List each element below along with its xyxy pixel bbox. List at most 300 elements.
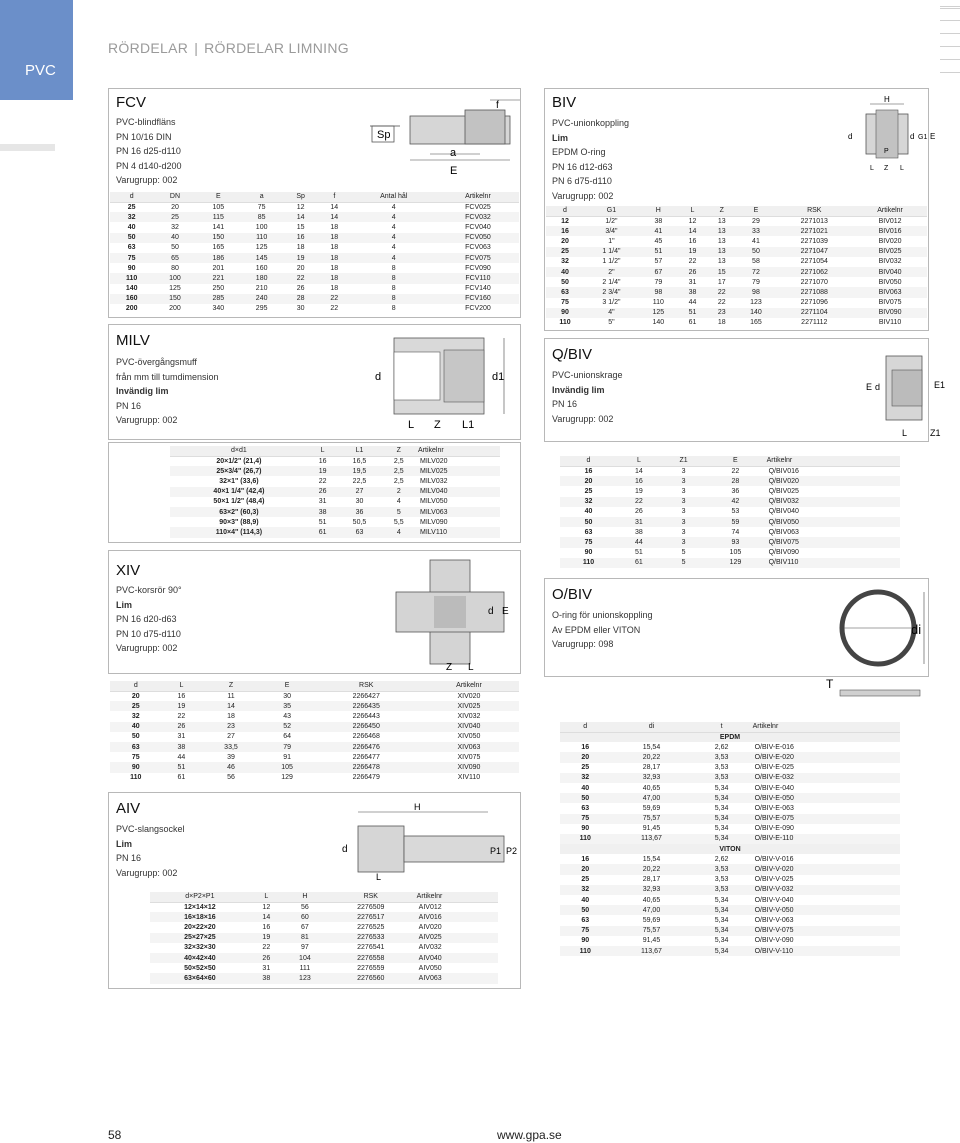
table-cell: 3 1/2"	[602, 299, 621, 307]
xiv-description: PVC-korsrör 90° Lim PN 16 d20-d63 PN 10 d75-d110 Varugrupp: 002	[116, 585, 182, 653]
table-cell: XIV090	[419, 762, 519, 772]
table-cell: 32	[560, 885, 610, 895]
table-cell: 59	[706, 517, 764, 527]
table-cell: 56	[227, 774, 235, 782]
table-row	[150, 912, 498, 922]
table-cell: 110	[240, 233, 283, 243]
table-cell: 8	[391, 285, 396, 293]
table-cell: Q/BIV016	[768, 467, 799, 475]
table-cell: 8	[351, 294, 437, 304]
table-cell: 30	[355, 498, 364, 506]
aiv-description: PVC-slangsockel Lim PN 16 Varugrupp: 002	[116, 824, 185, 878]
table-cell: 59,69	[642, 804, 661, 812]
table-cell: FCV200	[465, 305, 491, 313]
table-cell: 33	[736, 226, 775, 236]
footer-url[interactable]: www.gpa.se	[497, 1128, 562, 1142]
table-cell: 8	[391, 305, 396, 313]
margin-tick	[940, 8, 960, 9]
table-cell: BIV063	[853, 287, 927, 297]
table-cell: 61	[617, 558, 661, 568]
table-cell: 16	[581, 855, 590, 863]
table-cell: 18	[318, 253, 351, 263]
table-cell: 5,34	[693, 946, 751, 956]
aiv-p1-label: P1	[490, 846, 502, 856]
table-row	[110, 212, 519, 222]
table-row	[110, 273, 519, 283]
table-cell: 11	[227, 692, 235, 700]
table-cell: 2 1/4"	[602, 278, 621, 286]
table-row	[150, 973, 498, 983]
table-cell: 67	[639, 267, 678, 277]
table-cell: 2,62	[714, 743, 729, 751]
obiv-section-drawing	[800, 676, 930, 716]
table-cell: 63	[337, 527, 381, 537]
table-cell: 14	[201, 701, 260, 711]
table-cell: 2266479	[352, 774, 380, 782]
column-header: Artikelnr	[437, 192, 519, 202]
table-cell: 5,34	[714, 784, 729, 792]
table-row	[560, 537, 900, 547]
table-cell: 1 1/2"	[602, 258, 621, 266]
table-cell: 5,34	[714, 804, 729, 812]
table-cell: XIV020	[457, 692, 481, 700]
qbiv-l-label: L	[902, 428, 908, 438]
table-cell: 221	[197, 273, 240, 283]
table-cell: 27	[337, 487, 381, 497]
table-cell: O/BIV-V-040	[754, 896, 794, 904]
table-cell: 123	[750, 299, 762, 307]
table-cell: MILV025	[416, 466, 500, 476]
column-header: Artikelnr	[853, 206, 927, 216]
table-cell: 40	[581, 784, 590, 792]
xiv-d-label: d	[488, 606, 494, 617]
table-cell: O/BIV-V-063	[754, 916, 794, 924]
column-header: d	[560, 456, 617, 466]
biv-l-label: L	[870, 165, 874, 172]
table-cell: 111	[299, 964, 311, 972]
table-group-row	[560, 844, 900, 854]
table-row	[110, 263, 519, 273]
table-cell: 38	[308, 507, 338, 517]
table-cell: 90	[581, 825, 590, 833]
table-cell: 200	[125, 305, 138, 313]
table-cell: FCV025	[465, 203, 491, 211]
table-cell: AIV050	[418, 964, 442, 972]
table-cell: 90	[546, 308, 584, 318]
table-cell: 64	[283, 733, 292, 741]
table-cell: Q/BIV050	[765, 517, 900, 527]
table-cell: 32	[560, 497, 617, 507]
table-cell: O/BIV-E-090	[754, 825, 794, 833]
table-cell: 16,5	[352, 457, 367, 465]
table-cell: MILV063	[416, 507, 500, 517]
table-cell: 16	[283, 233, 318, 243]
table-cell: 15	[296, 223, 305, 231]
table-cell: AIV012	[418, 903, 442, 911]
margin-tick	[940, 59, 960, 60]
table-cell: 2271013	[800, 217, 828, 225]
table-row	[110, 732, 519, 742]
column-header: E	[706, 456, 764, 466]
table-cell: MILV110	[416, 527, 500, 537]
table-cell: 57	[654, 258, 663, 266]
table-cell: 50×1 1/2" (48,4)	[213, 498, 265, 506]
table-cell: 1 1/4"	[584, 247, 639, 257]
table-group-label: EPDM	[560, 732, 900, 742]
column-header: E	[736, 206, 775, 216]
table-row	[560, 527, 900, 537]
table-cell: 2,5	[393, 457, 404, 465]
table-row	[560, 507, 900, 517]
margin-tick	[940, 6, 960, 7]
table-row	[110, 722, 519, 732]
table-cell: 20	[560, 752, 610, 762]
table-row	[560, 936, 900, 946]
section-tab-pvc[interactable]: PVC	[0, 0, 73, 100]
fcv-drawing	[370, 96, 520, 180]
milv-d1-label: d1	[492, 371, 505, 383]
table-header-row	[170, 446, 500, 456]
column-header: d	[546, 206, 584, 216]
table-cell: 3,53	[693, 752, 751, 762]
page-number: 58	[108, 1128, 122, 1142]
table-row	[110, 222, 519, 232]
column-header: d×d1	[170, 446, 308, 456]
table-cell: 20	[560, 864, 610, 874]
table-cell: 32	[131, 712, 140, 720]
column-header: L	[617, 456, 661, 466]
table-row	[560, 793, 900, 803]
table-cell: Q/BIV032	[765, 497, 900, 507]
table-cell: 110×4" (114,3)	[170, 527, 308, 537]
table-cell: 160	[255, 264, 268, 272]
table-cell: 2271104	[775, 308, 853, 318]
table-cell: O/BIV-V-016	[754, 855, 794, 863]
table-row	[546, 226, 927, 236]
table-header-row	[560, 456, 900, 466]
table-cell: 26	[162, 722, 202, 732]
biv-d2-label: d	[910, 132, 915, 141]
table-cell: XIV032	[457, 712, 481, 720]
table-row	[560, 466, 900, 476]
column-header: t	[693, 722, 751, 732]
table-cell: 65	[153, 253, 196, 263]
fcv-table	[110, 192, 519, 314]
biv-h-label: H	[884, 95, 890, 104]
table-cell: 51	[678, 308, 707, 318]
table-cell: 40	[581, 896, 590, 904]
table-cell: 32	[171, 223, 179, 231]
table-cell: 5	[681, 549, 686, 557]
table-cell: 13	[707, 226, 736, 236]
table-cell: 1"	[608, 237, 615, 245]
table-cell: 2266476	[314, 742, 419, 752]
table-row	[170, 487, 500, 497]
table-cell: 22	[717, 299, 726, 307]
table-cell: 2271021	[775, 226, 853, 236]
column-header: L	[308, 446, 338, 456]
table-row	[170, 466, 500, 476]
table-cell: 3,53	[714, 876, 729, 884]
table-cell: 63	[546, 287, 584, 297]
table-cell: MILV040	[416, 487, 500, 497]
table-cell: 100	[255, 223, 268, 231]
biv-description: PVC-unionkoppling Lim EPDM O-ring PN 16 d12-d63 PN 6 d75-d110 Varugrupp: 002	[552, 118, 630, 201]
table-cell: 40	[153, 233, 196, 243]
table-cell: 16	[177, 692, 186, 700]
table-cell: 2266450	[314, 722, 419, 732]
table-cell: 186	[197, 253, 240, 263]
table-cell: BIV025	[853, 247, 927, 257]
table-cell: O/BIV-V-050	[751, 905, 900, 915]
table-cell: 2276560	[327, 973, 415, 983]
xiv-z-label: Z	[446, 662, 453, 673]
table-cell: 129	[706, 558, 764, 568]
table-cell: 285	[197, 294, 240, 304]
column-header: L	[250, 892, 283, 902]
milv-l1-label: L1	[462, 419, 475, 431]
aiv-table	[150, 892, 498, 984]
table-header-row	[560, 722, 900, 732]
table-cell: 210	[255, 285, 268, 293]
table-cell: 41	[752, 237, 760, 245]
table-cell: 20×22×20	[184, 923, 216, 931]
table-cell: MILV020	[420, 457, 448, 465]
table-cell: O/BIV-E-040	[754, 784, 794, 792]
table-cell: 22	[318, 294, 351, 304]
table-cell: 50×52×50	[184, 964, 216, 972]
column-header: RSK	[314, 681, 419, 691]
table-row	[560, 497, 900, 507]
table-cell: 27	[227, 733, 235, 741]
table-cell: 52	[261, 722, 314, 732]
aiv-d-label: d	[342, 844, 348, 855]
table-cell: 31	[318, 498, 327, 506]
table-cell: 90	[127, 264, 136, 272]
table-cell: 98	[639, 287, 678, 297]
table-cell: 26	[250, 953, 283, 963]
table-cell: 19	[283, 253, 318, 263]
table-cell: 20,22	[610, 752, 692, 762]
table-cell: 5,34	[714, 937, 729, 945]
table-cell: 40,65	[642, 784, 661, 792]
table-cell: BIV110	[878, 319, 902, 327]
column-header: G1	[584, 206, 639, 216]
table-row	[110, 253, 519, 263]
table-cell: 22,5	[352, 477, 367, 485]
table-cell: 56	[300, 903, 309, 911]
table-cell: 31	[177, 733, 186, 741]
table-cell: 140	[125, 285, 138, 293]
qbiv-drawing	[862, 344, 946, 440]
table-cell: 3	[681, 487, 686, 495]
table-cell: BIV032	[878, 258, 902, 266]
table-cell: 129	[281, 774, 293, 782]
table-cell: 123	[283, 973, 327, 983]
table-cell: Q/BIV040	[768, 508, 799, 516]
aiv-l-label: L	[376, 872, 382, 882]
breadcrumb	[108, 40, 349, 56]
qbiv-description: PVC-unionskrage Invändig lim PN 16 Varugrupp: 002	[552, 370, 623, 424]
table-cell: 2276558	[327, 953, 415, 963]
table-cell: 3	[661, 476, 706, 486]
table-cell: 32,93	[610, 885, 692, 895]
table-cell: 38	[162, 742, 202, 752]
table-cell: XIV075	[457, 753, 481, 761]
table-cell: O/BIV-V-025	[754, 876, 794, 884]
table-cell: 18	[330, 264, 339, 272]
table-cell: 39	[227, 753, 235, 761]
milv-d-label: d	[375, 371, 382, 383]
table-row	[560, 783, 900, 793]
table-cell: 2266443	[352, 712, 380, 720]
table-cell: 8	[351, 273, 437, 283]
table-cell: 19	[308, 466, 338, 476]
breadcrumb-parent[interactable]: RÖRDELAR	[108, 40, 189, 56]
obiv-description: O-ring för unionskoppling Av EPDM eller VITON Varugrupp: 098	[552, 610, 653, 649]
table-row	[150, 963, 498, 973]
column-header: a	[240, 192, 283, 202]
table-cell: 115	[197, 212, 240, 222]
table-cell: 31	[617, 517, 661, 527]
table-cell: 3	[681, 528, 686, 536]
column-header: Z	[382, 446, 416, 456]
table-header-row	[110, 681, 519, 691]
table-cell: 28	[706, 476, 764, 486]
column-header: RSK	[327, 892, 415, 902]
table-cell: 14	[250, 912, 283, 922]
table-row	[110, 701, 519, 711]
column-header: Sp	[283, 192, 318, 202]
table-row	[560, 517, 900, 527]
table-cell: 15	[707, 267, 736, 277]
table-cell: 140	[736, 308, 775, 318]
table-cell: 80	[171, 264, 179, 272]
table-cell: 32×1" (33,6)	[219, 477, 259, 485]
biv-table	[546, 206, 927, 328]
table-cell: AIV032	[418, 944, 442, 952]
table-cell: 50	[736, 247, 775, 257]
table-cell: 19	[250, 933, 283, 943]
table-row	[110, 711, 519, 721]
biv-title: BIV	[552, 94, 577, 111]
table-cell: 61	[177, 774, 186, 782]
table-cell: O/BIV-E-075	[751, 814, 900, 824]
table-cell: 40	[546, 267, 584, 277]
table-cell: 50,5	[352, 518, 367, 526]
table-cell: 3/4"	[584, 226, 639, 236]
table-cell: 2,5	[382, 466, 416, 476]
table-cell: 4	[351, 233, 437, 243]
table-cell: 3	[661, 497, 706, 507]
table-cell: 50	[561, 278, 569, 286]
table-cell: 165	[750, 319, 762, 327]
table-cell: 5"	[608, 319, 615, 327]
table-row	[110, 243, 519, 253]
aiv-h-label: H	[414, 802, 421, 812]
table-cell: 295	[255, 305, 268, 313]
table-cell: 340	[212, 305, 225, 313]
xiv-drawing	[392, 556, 518, 672]
table-cell: 200	[169, 305, 181, 313]
table-cell: 140	[652, 319, 665, 327]
column-header: L	[162, 681, 202, 691]
table-cell: XIV110	[457, 774, 481, 782]
table-cell: 75	[560, 537, 617, 547]
table-group-label: VITON	[560, 844, 900, 854]
table-row	[560, 476, 900, 486]
table-cell: 105	[729, 549, 742, 557]
qbiv-e1-label: E1	[934, 380, 946, 390]
table-cell: 67	[300, 923, 309, 931]
table-cell: 23	[707, 308, 736, 318]
table-cell: Q/BIV025	[768, 487, 799, 495]
table-cell: 2271070	[800, 278, 828, 286]
table-cell: O/BIV-E-032	[751, 773, 900, 783]
column-header: Z	[707, 206, 736, 216]
table-cell: Q/BIV110	[765, 558, 900, 568]
tab-shadow	[0, 144, 55, 151]
table-cell: 145	[240, 253, 283, 263]
table-cell: 32,93	[610, 773, 692, 783]
table-row	[150, 902, 498, 912]
table-cell: 240	[240, 294, 283, 304]
table-cell: 75	[560, 814, 610, 824]
table-cell: 25	[581, 764, 590, 772]
margin-tick	[940, 33, 960, 34]
table-cell: 22	[318, 477, 327, 485]
table-cell: 110	[559, 319, 571, 327]
table-cell: 141	[212, 223, 225, 231]
column-header: Artikelnr	[751, 722, 900, 732]
column-header: L1	[337, 446, 381, 456]
table-cell: 22	[330, 305, 339, 313]
table-cell: BIV075	[878, 299, 902, 307]
table-row	[546, 287, 927, 297]
table-cell: 180	[240, 273, 283, 283]
table-cell: 38	[635, 528, 643, 536]
table-cell: 81	[283, 933, 327, 943]
table-cell: 40	[127, 223, 136, 231]
table-cell: 5,34	[693, 926, 751, 936]
column-header: di	[610, 722, 692, 732]
table-cell: 13	[717, 258, 726, 266]
table-cell: 3,53	[714, 764, 729, 772]
table-row	[560, 895, 900, 905]
table-cell: 25	[546, 247, 584, 257]
table-cell: 63	[581, 804, 590, 812]
column-header: H	[639, 206, 678, 216]
table-cell: 18	[296, 244, 305, 252]
table-cell: 150	[153, 294, 196, 304]
table-row	[110, 294, 519, 304]
table-row	[546, 216, 927, 226]
table-cell: 61	[688, 319, 697, 327]
table-cell: 250	[212, 285, 225, 293]
table-cell: XIV025	[419, 701, 519, 711]
table-cell: 38	[250, 973, 283, 983]
table-cell: 25×27×25	[150, 933, 250, 943]
table-cell: 32	[561, 258, 569, 266]
table-cell: 16×18×16	[150, 912, 250, 922]
fcv-f-label: f	[496, 100, 499, 111]
table-cell: 2266477	[352, 753, 380, 761]
breadcrumb-current: RÖRDELAR LIMNING	[204, 40, 349, 56]
table-cell: 20×1/2" (21,4)	[216, 457, 262, 465]
table-row	[170, 476, 500, 486]
table-row	[546, 318, 927, 328]
column-header: Z1	[661, 456, 706, 466]
